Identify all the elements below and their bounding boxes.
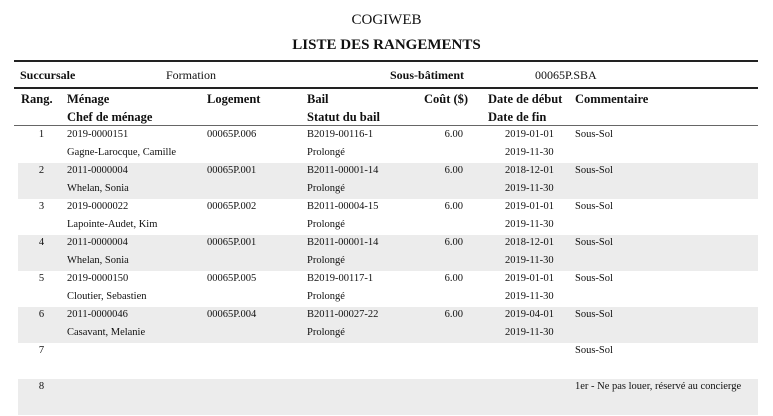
cell-debut: 2018-12-01 [505,237,554,248]
table-row [18,127,758,163]
cell-commentaire: Sous-Sol [575,309,613,320]
cell-chef: Cloutier, Sebastien [67,291,147,302]
cell-commentaire: Sous-Sol [575,201,613,212]
cell-rang: 7 [38,345,45,356]
cell-rang: 5 [38,273,45,284]
cell-rang: 1 [38,129,45,140]
cell-debut: 2018-12-01 [505,165,554,176]
cell-menage: 2019-0000151 [67,129,129,140]
cell-debut: 2019-01-01 [505,129,554,140]
cell-bail: B2019-00117-1 [307,273,374,284]
table-row [18,163,758,199]
cell-menage: 2019-0000150 [67,273,129,284]
sous-batiment-value: 00065P.SBA [535,68,597,82]
cell-fin: 2019-11-30 [505,327,554,338]
cell-menage: 2011-0000046 [67,309,128,320]
header-commentaire: Commentaire [575,92,649,106]
cell-chef: Lapointe-Audet, Kim [67,219,158,230]
table-row [18,379,758,415]
cell-chef: Whelan, Sonia [67,255,129,266]
title-divider [14,60,758,62]
header-menage: Ménage [67,92,110,106]
header-logement: Logement [207,92,261,106]
header-statut: Statut du bail [307,110,380,124]
info-divider [14,87,758,89]
cell-commentaire: Sous-Sol [575,237,613,248]
cell-cout: 6.00 [444,165,463,176]
cell-rang: 4 [38,237,45,248]
report-title: LISTE DES RANGEMENTS [292,37,481,53]
cell-rang: 2 [38,165,45,176]
cell-chef: Gagne-Larocque, Camille [67,147,177,158]
header-debut: Date de début [488,92,563,106]
cell-rang: 3 [38,201,45,212]
cell-statut: Prolongé [307,147,345,158]
cell-cout: 6.00 [444,309,463,320]
table-row [18,235,758,271]
cell-logement: 00065P.004 [207,309,257,320]
cell-fin: 2019-11-30 [505,255,554,266]
cell-bail: B2011-00001-14 [307,165,379,176]
cell-commentaire: Sous-Sol [575,273,613,284]
cell-statut: Prolongé [307,327,345,338]
cell-menage: 2019-0000022 [67,201,129,212]
cell-bail: B2019-00116-1 [307,129,374,140]
cell-commentaire: Sous-Sol [575,165,613,176]
cell-rang: 8 [38,381,45,392]
cell-logement: 00065P.001 [207,237,257,248]
table-row [18,199,758,235]
header-divider [14,125,758,126]
cell-logement: 00065P.001 [207,165,257,176]
sous-batiment-label: Sous-bâtiment [390,68,465,82]
cell-statut: Prolongé [307,183,345,194]
cell-cout: 6.00 [444,237,463,248]
cell-fin: 2019-11-30 [505,219,554,230]
company-name: COGIWEB [351,12,422,28]
header-bail: Bail [307,92,329,106]
cell-fin: 2019-11-30 [505,291,554,302]
cell-menage: 2011-0000004 [67,165,128,176]
cell-cout: 6.00 [444,201,463,212]
header-cout: Coût ($) [424,92,469,106]
header-chef: Chef de ménage [67,110,153,124]
succursale-value: Formation [166,68,216,82]
cell-chef: Whelan, Sonia [67,183,129,194]
cell-debut: 2019-01-01 [505,201,554,212]
cell-logement: 00065P.002 [207,201,257,212]
cell-commentaire: Sous-Sol [575,345,613,356]
cell-fin: 2019-11-30 [505,183,554,194]
succursale-label: Succursale [20,68,76,82]
cell-statut: Prolongé [307,219,345,230]
table-row [18,343,758,379]
cell-cout: 6.00 [444,273,463,284]
cell-logement: 00065P.006 [207,129,257,140]
cell-bail: B2011-00001-14 [307,237,379,248]
header-fin: Date de fin [488,110,547,124]
cell-bail: B2011-00004-15 [307,201,379,212]
cell-debut: 2019-01-01 [505,273,554,284]
cell-chef: Casavant, Melanie [67,327,146,338]
cell-commentaire: 1er - Ne pas louer, réservé au concierge [575,381,742,392]
cell-commentaire: Sous-Sol [575,129,613,140]
cell-bail: B2011-00027-22 [307,309,379,320]
cell-rang: 6 [38,309,45,320]
cell-logement: 00065P.005 [207,273,257,284]
table-row [18,307,758,343]
cell-statut: Prolongé [307,291,345,302]
cell-menage: 2011-0000004 [67,237,128,248]
cell-debut: 2019-04-01 [505,309,554,320]
table-row [18,271,758,307]
header-rang: Rang. [21,92,53,106]
cell-statut: Prolongé [307,255,345,266]
cell-fin: 2019-11-30 [505,147,554,158]
cell-cout: 6.00 [444,129,463,140]
